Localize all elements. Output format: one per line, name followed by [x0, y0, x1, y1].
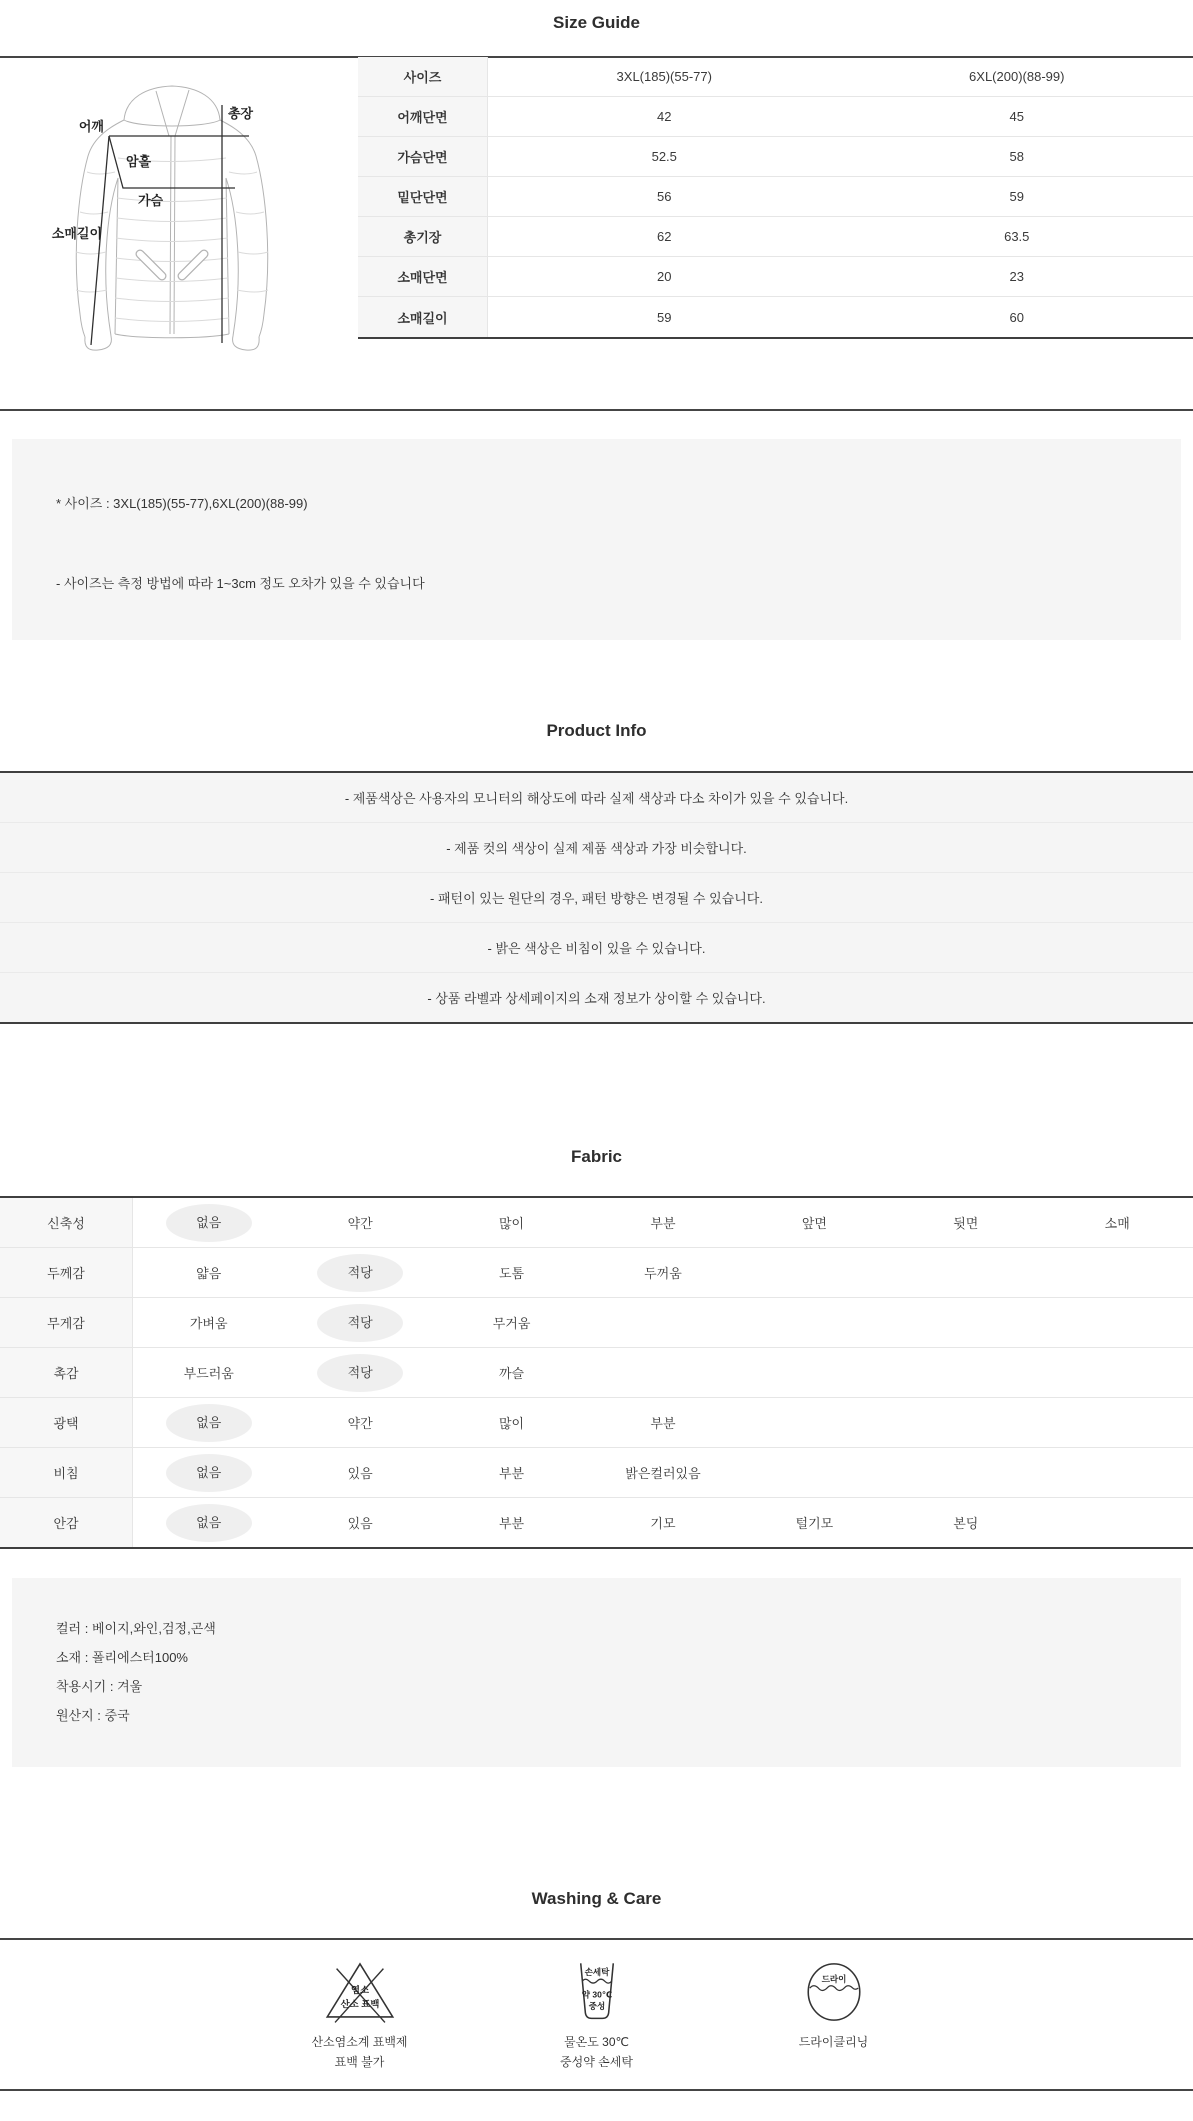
- fabric-option: [1042, 1348, 1193, 1397]
- size-cell-value: 42: [657, 109, 672, 124]
- size-table-row: [358, 257, 1193, 297]
- fabric-option: [133, 1398, 284, 1447]
- care-caption-line: 표백 불가: [334, 2055, 385, 2069]
- fabric-row-label: 촉감: [0, 1348, 133, 1397]
- fabric-option: 도톰: [498, 1266, 525, 1281]
- fabric-option: 기모: [650, 1516, 676, 1531]
- size-cell-value: 58: [1009, 149, 1024, 164]
- care-item-hand-wash: [478, 1960, 715, 2072]
- product-info-title: Product Info: [546, 721, 647, 740]
- fabric-option: 얇음: [196, 1266, 222, 1281]
- detail-line: 착용시기 : 겨울: [56, 1679, 143, 1694]
- care-caption-line: 산소염소계 표백제: [311, 2035, 408, 2049]
- fabric-option: 밝은컬러있음: [625, 1466, 701, 1481]
- washing-care-title: Washing & Care: [531, 1889, 662, 1908]
- fabric-option-selected: 없음: [166, 1454, 252, 1492]
- svg-text:드라이: 드라이: [821, 1973, 846, 1984]
- svg-text:산소 표백: 산소 표백: [340, 1998, 379, 2009]
- fabric-option: [587, 1348, 738, 1397]
- fabric-option: 부분: [498, 1466, 525, 1481]
- size-cell-value: 62: [657, 229, 672, 244]
- size-row-label: 밑단단면: [358, 177, 488, 216]
- fabric-row-label: 비침: [0, 1448, 133, 1497]
- fabric-row: [0, 1198, 1193, 1248]
- fabric-option: [890, 1398, 1041, 1447]
- size-table-row: [358, 177, 1193, 217]
- fabric-option: [739, 1298, 890, 1347]
- size-note: * 사이즈 : 3XL(185)(55-77),6XL(200)(88-99): [56, 496, 308, 511]
- product-info-row: - 제품 컷의 색상이 실제 제품 색상과 가장 비슷합니다.: [0, 823, 1193, 873]
- size-row-label: 소매길이: [358, 297, 488, 337]
- fabric-option: 뒷면: [953, 1216, 979, 1231]
- bottom-divider: [0, 2089, 1193, 2091]
- fabric-option: [739, 1398, 890, 1447]
- fabric-row: [0, 1398, 1193, 1448]
- fabric-option: [133, 1198, 284, 1247]
- care-caption: [241, 2032, 478, 2072]
- fabric-row-label: 안감: [0, 1498, 133, 1547]
- fabric-option: [1042, 1448, 1193, 1497]
- fabric-option: 부분: [498, 1516, 525, 1531]
- fabric-option: [1042, 1498, 1193, 1547]
- fabric-option: [133, 1498, 284, 1547]
- fabric-option: 두꺼움: [644, 1266, 682, 1281]
- fabric-option: 많이: [498, 1216, 525, 1231]
- washing-care-divider: [0, 1938, 1193, 1940]
- detail-line: 원산지 : 중국: [56, 1708, 130, 1723]
- product-info-row: - 패턴이 있는 원단의 경우, 패턴 방향은 변경될 수 있습니다.: [0, 873, 1193, 923]
- detail-line: 소재 : 폴리에스터100%: [56, 1650, 188, 1665]
- care-caption-line: 드라이클리닝: [798, 2035, 869, 2049]
- care-item-dry-clean: [715, 1960, 952, 2072]
- fabric-option: [1042, 1248, 1193, 1297]
- fabric-option: 있음: [347, 1516, 373, 1531]
- fabric-option: 털기모: [795, 1516, 834, 1531]
- size-table-row: [358, 217, 1193, 257]
- size-cell-value: 56: [657, 189, 672, 204]
- label-chest: 가슴: [138, 193, 164, 208]
- size-notes-box: [12, 439, 1181, 640]
- size-header-label: 사이즈: [358, 57, 488, 96]
- fabric-option-selected: 적당: [317, 1354, 403, 1392]
- fabric-option: [284, 1348, 435, 1397]
- product-info-row: - 제품색상은 사용자의 모니터의 해상도에 따라 실제 색상과 다소 차이가 있을 수 있습니다.: [0, 773, 1193, 823]
- dry-clean-icon: [802, 1960, 866, 2024]
- care-caption-line: 물온도 30℃: [564, 2035, 629, 2049]
- fabric-table: [0, 1196, 1193, 1549]
- size-cell-value: 60: [1009, 309, 1024, 325]
- fabric-option: [739, 1248, 890, 1297]
- fabric-option: 본딩: [953, 1516, 979, 1531]
- size-cell-value: 59: [1009, 189, 1024, 204]
- fabric-option: [1042, 1398, 1193, 1447]
- no-bleach-icon: [321, 1960, 399, 2024]
- size-column-header: 6XL(200)(88-99): [969, 69, 1065, 84]
- size-row-label: 어깨단면: [358, 97, 488, 136]
- fabric-option-selected: 없음: [166, 1204, 252, 1242]
- size-cell-value: 20: [657, 269, 672, 284]
- fabric-row: [0, 1248, 1193, 1298]
- fabric-row: [0, 1348, 1193, 1398]
- fabric-option: [1042, 1298, 1193, 1347]
- size-cell-value: 63.5: [1004, 229, 1030, 244]
- fabric-option: 부분: [650, 1416, 676, 1431]
- size-cell-value: 52.5: [651, 149, 677, 164]
- fabric-option: 약간: [347, 1216, 373, 1231]
- fabric-option: [890, 1348, 1041, 1397]
- fabric-row-label: 무게감: [0, 1298, 133, 1347]
- product-info-row: - 밝은 색상은 비침이 있을 수 있습니다.: [0, 923, 1193, 973]
- care-caption: [715, 2032, 952, 2052]
- care-caption-line: 중성약 손세탁: [560, 2055, 633, 2069]
- fabric-option: 무거움: [492, 1316, 531, 1331]
- svg-text:중성: 중성: [588, 2001, 605, 2012]
- product-details-box: [12, 1578, 1181, 1767]
- jacket-outline: [76, 86, 267, 350]
- fabric-row-label: 신축성: [0, 1198, 133, 1247]
- size-row-label: 총기장: [358, 217, 488, 256]
- fabric-option: [284, 1298, 435, 1347]
- fabric-option: 가벼움: [189, 1316, 228, 1331]
- label-total-length: 총장: [228, 106, 254, 121]
- size-table-row: [358, 97, 1193, 137]
- size-note: - 사이즈는 측정 방법에 따라 1~3cm 정도 오차가 있을 수 있습니다: [56, 576, 425, 591]
- size-guide-title: Size Guide: [553, 13, 640, 32]
- fabric-option: 많이: [498, 1416, 525, 1431]
- size-table: [358, 57, 1193, 339]
- fabric-option-selected: 없음: [166, 1504, 252, 1542]
- care-item-no-bleach: [241, 1960, 478, 2072]
- washing-care-icons: [0, 1960, 1193, 2072]
- svg-text:약 30℃: 약 30℃: [581, 1989, 612, 2000]
- svg-text:손세탁: 손세탁: [584, 1966, 609, 1977]
- fabric-option: 소매: [1104, 1216, 1130, 1231]
- care-caption: [478, 2032, 715, 2072]
- fabric-option: [890, 1298, 1041, 1347]
- fabric-option-selected: 없음: [166, 1404, 252, 1442]
- size-row-label: 소매단면: [358, 257, 488, 296]
- detail-line: 컬러 : 베이지,와인,검정,곤색: [56, 1621, 216, 1636]
- fabric-option-selected: 적당: [317, 1254, 403, 1292]
- fabric-option: [284, 1248, 435, 1297]
- size-cell-value: 59: [657, 309, 672, 325]
- fabric-option: 까슬: [498, 1366, 525, 1381]
- fabric-row-label: 두께감: [0, 1248, 133, 1297]
- fabric-option: 부분: [650, 1216, 676, 1231]
- fabric-option: 앞면: [801, 1216, 827, 1231]
- size-row-label: 가슴단면: [358, 137, 488, 176]
- fabric-option: [739, 1348, 890, 1397]
- fabric-option: 약간: [347, 1416, 373, 1431]
- fabric-row-label: 광택: [0, 1398, 133, 1447]
- fabric-option-selected: 적당: [317, 1304, 403, 1342]
- fabric-row: [0, 1498, 1193, 1547]
- svg-text:염소: 염소: [350, 1984, 369, 1995]
- product-info-row: - 상품 라벨과 상세페이지의 소재 정보가 상이할 수 있습니다.: [0, 973, 1193, 1022]
- fabric-row: [0, 1448, 1193, 1498]
- size-table-row: [358, 137, 1193, 177]
- fabric-option: [133, 1448, 284, 1497]
- size-cell-value: 23: [1009, 269, 1024, 284]
- label-shoulder: 어깨: [78, 119, 104, 134]
- fabric-row: [0, 1298, 1193, 1348]
- size-guide-end-divider: [0, 409, 1193, 411]
- fabric-option: [890, 1448, 1041, 1497]
- fabric-title: Fabric: [570, 1147, 623, 1166]
- size-table-row: [358, 297, 1193, 337]
- fabric-option: 있음: [347, 1466, 373, 1481]
- size-table-header-row: [358, 57, 1193, 97]
- jacket-measurement-diagram: [28, 62, 288, 362]
- fabric-option: 부드러움: [183, 1366, 234, 1381]
- jacket-pockets: [140, 254, 204, 276]
- size-cell-value: 45: [1009, 109, 1024, 124]
- label-sleeve-length: 소매길이: [51, 226, 102, 241]
- fabric-option: [739, 1448, 890, 1497]
- product-info-table: [0, 771, 1193, 1024]
- size-column-header: 3XL(185)(55-77): [616, 69, 712, 84]
- label-armhole: 암홀: [126, 154, 152, 169]
- fabric-option: [587, 1298, 738, 1347]
- hand-wash-icon: [566, 1960, 628, 2024]
- fabric-option: [890, 1248, 1041, 1297]
